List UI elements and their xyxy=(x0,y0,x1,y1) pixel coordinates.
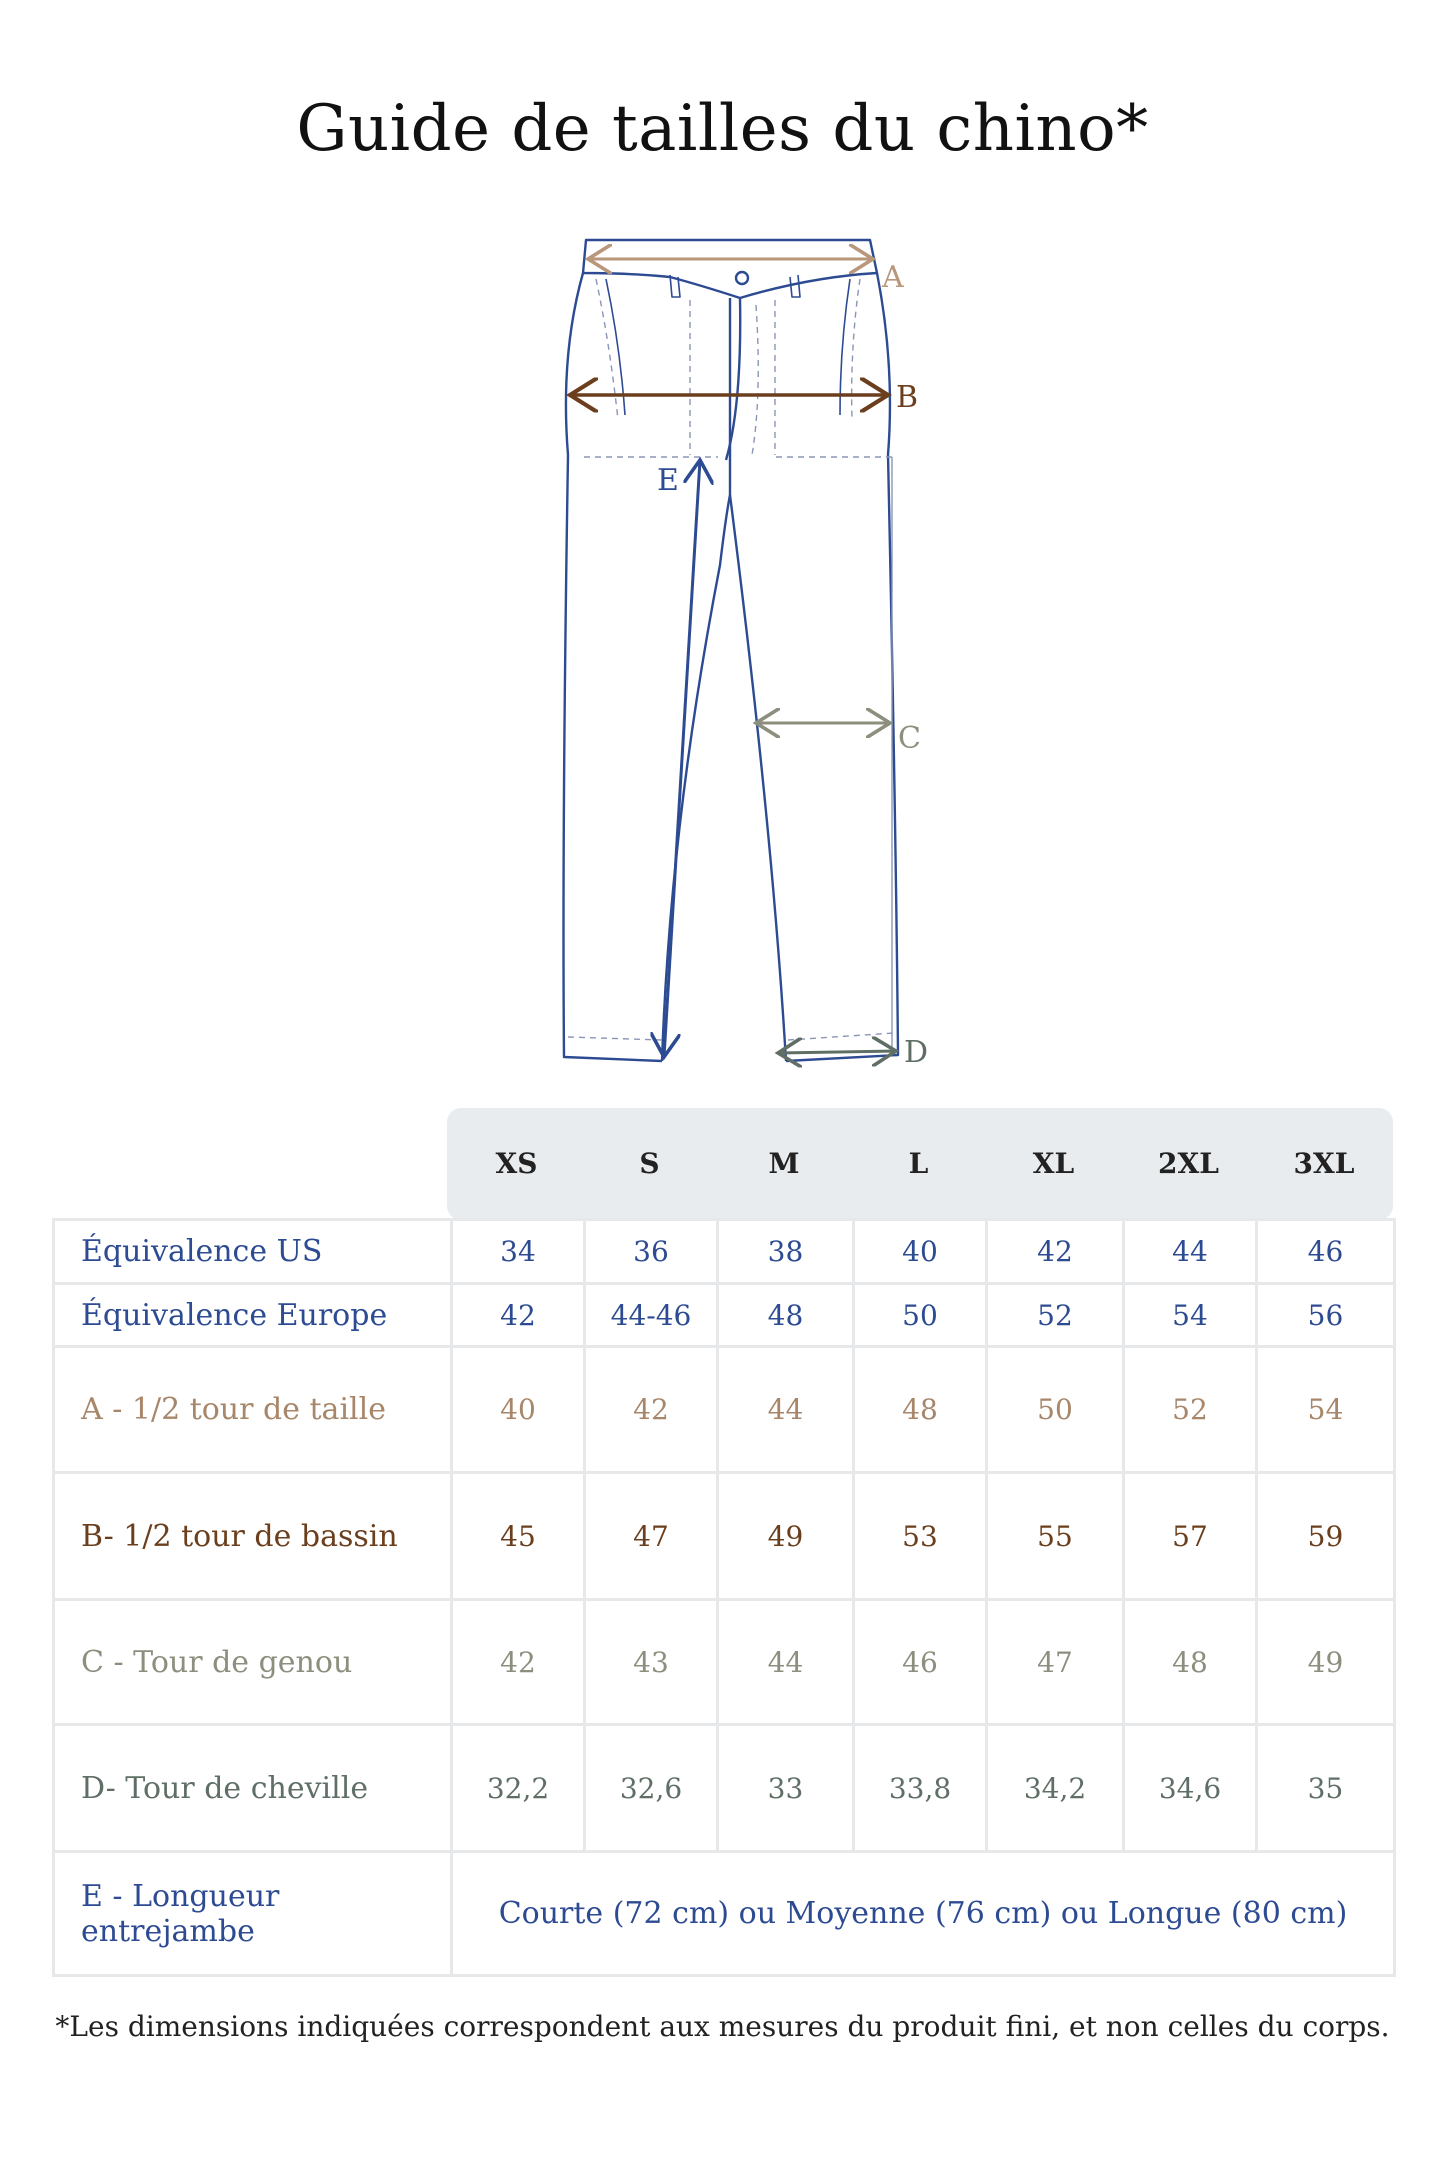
size-header-2xl: 2XL xyxy=(1158,1147,1219,1180)
table-row-knee xyxy=(54,1600,1395,1725)
cell-us-xs: 34 xyxy=(452,1220,585,1284)
measure-line-e xyxy=(664,460,700,1057)
cell-eu-l: 50 xyxy=(854,1284,987,1347)
cell-knee-l: 46 xyxy=(854,1600,987,1725)
cell-hip-l: 53 xyxy=(854,1473,987,1600)
table-row-inseam xyxy=(54,1852,1395,1976)
cell-knee-s: 43 xyxy=(585,1600,718,1725)
row-label-inseam-line2: entrejambe xyxy=(81,1913,255,1949)
cell-waist-xl: 50 xyxy=(987,1347,1124,1473)
cell-hip-2xl: 57 xyxy=(1124,1473,1257,1600)
cell-inseam-value: Courte (72 cm) ou Moyenne (76 cm) ou Longue (80 cm) xyxy=(452,1852,1395,1976)
row-label-europe: Équivalence Europe xyxy=(54,1284,452,1347)
size-header-3xl: 3XL xyxy=(1293,1147,1355,1180)
page-title: Guide de tailles du chino* xyxy=(296,92,1149,166)
cell-ankle-m: 33 xyxy=(718,1725,854,1852)
row-label-hip: B- 1/2 tour de bassin xyxy=(54,1473,452,1600)
measure-line-d xyxy=(778,1051,896,1053)
cell-knee-2xl: 48 xyxy=(1124,1600,1257,1725)
size-header-s: S xyxy=(639,1147,660,1180)
table-row-waist xyxy=(54,1347,1395,1473)
row-label-waist: A - 1/2 tour de taille xyxy=(54,1347,452,1473)
cell-eu-xs: 42 xyxy=(452,1284,585,1347)
size-header-l: L xyxy=(908,1147,929,1180)
size-header-xl: XL xyxy=(1032,1147,1075,1180)
cell-hip-m: 49 xyxy=(718,1473,854,1600)
cell-us-l: 40 xyxy=(854,1220,987,1284)
measure-label-d: D xyxy=(904,1035,929,1070)
cell-waist-3xl: 54 xyxy=(1257,1347,1395,1473)
size-header-xs: XS xyxy=(495,1147,538,1180)
table-row-europe xyxy=(54,1284,1395,1347)
cell-eu-3xl: 56 xyxy=(1257,1284,1395,1347)
cell-knee-m: 44 xyxy=(718,1600,854,1725)
cell-ankle-3xl: 35 xyxy=(1257,1725,1395,1852)
row-label-us: Équivalence US xyxy=(54,1220,452,1284)
measure-label-a: A xyxy=(882,260,904,295)
measure-label-e: E xyxy=(657,463,679,498)
cell-knee-xs: 42 xyxy=(452,1600,585,1725)
cell-waist-m: 44 xyxy=(718,1347,854,1473)
cell-us-s: 36 xyxy=(585,1220,718,1284)
cell-ankle-xs: 32,2 xyxy=(452,1725,585,1852)
cell-hip-xl: 55 xyxy=(987,1473,1124,1600)
cell-hip-s: 47 xyxy=(585,1473,718,1600)
cell-eu-m: 48 xyxy=(718,1284,854,1347)
measure-label-b: B xyxy=(896,380,919,415)
cell-waist-s: 42 xyxy=(585,1347,718,1473)
table-row-us xyxy=(54,1220,1395,1284)
cell-ankle-2xl: 34,6 xyxy=(1124,1725,1257,1852)
measure-label-c: C xyxy=(898,721,921,756)
cell-knee-xl: 47 xyxy=(987,1600,1124,1725)
table-row-hip xyxy=(54,1473,1395,1600)
cell-ankle-l: 33,8 xyxy=(854,1725,987,1852)
cell-us-m: 38 xyxy=(718,1220,854,1284)
cell-eu-s: 44-46 xyxy=(585,1284,718,1347)
cell-knee-3xl: 49 xyxy=(1257,1600,1395,1725)
cell-ankle-s: 32,6 xyxy=(585,1725,718,1852)
cell-waist-2xl: 52 xyxy=(1124,1347,1257,1473)
cell-ankle-xl: 34,2 xyxy=(987,1725,1124,1852)
row-label-ankle: D- Tour de cheville xyxy=(54,1725,452,1852)
row-label-inseam-line1: E - Longueur xyxy=(81,1878,280,1914)
cell-waist-l: 48 xyxy=(854,1347,987,1473)
chino-outline xyxy=(564,240,899,1061)
table-row-ankle xyxy=(54,1725,1395,1852)
row-label-knee: C - Tour de genou xyxy=(54,1600,452,1725)
cell-us-xl: 42 xyxy=(987,1220,1124,1284)
cell-us-2xl: 44 xyxy=(1124,1220,1257,1284)
cell-eu-2xl: 54 xyxy=(1124,1284,1257,1347)
row-label-inseam xyxy=(54,1852,452,1976)
cell-us-3xl: 46 xyxy=(1257,1220,1395,1284)
cell-eu-xl: 52 xyxy=(987,1284,1124,1347)
cell-waist-xs: 40 xyxy=(452,1347,585,1473)
cell-hip-xs: 45 xyxy=(452,1473,585,1600)
chino-diagram xyxy=(540,225,940,1075)
footnote: *Les dimensions indiquées correspondent aux mesures du produit fini, et non celles du corps. xyxy=(55,2010,1390,2043)
size-table xyxy=(52,1218,1396,1977)
size-header-m: M xyxy=(768,1147,800,1180)
cell-hip-3xl: 59 xyxy=(1257,1473,1395,1600)
